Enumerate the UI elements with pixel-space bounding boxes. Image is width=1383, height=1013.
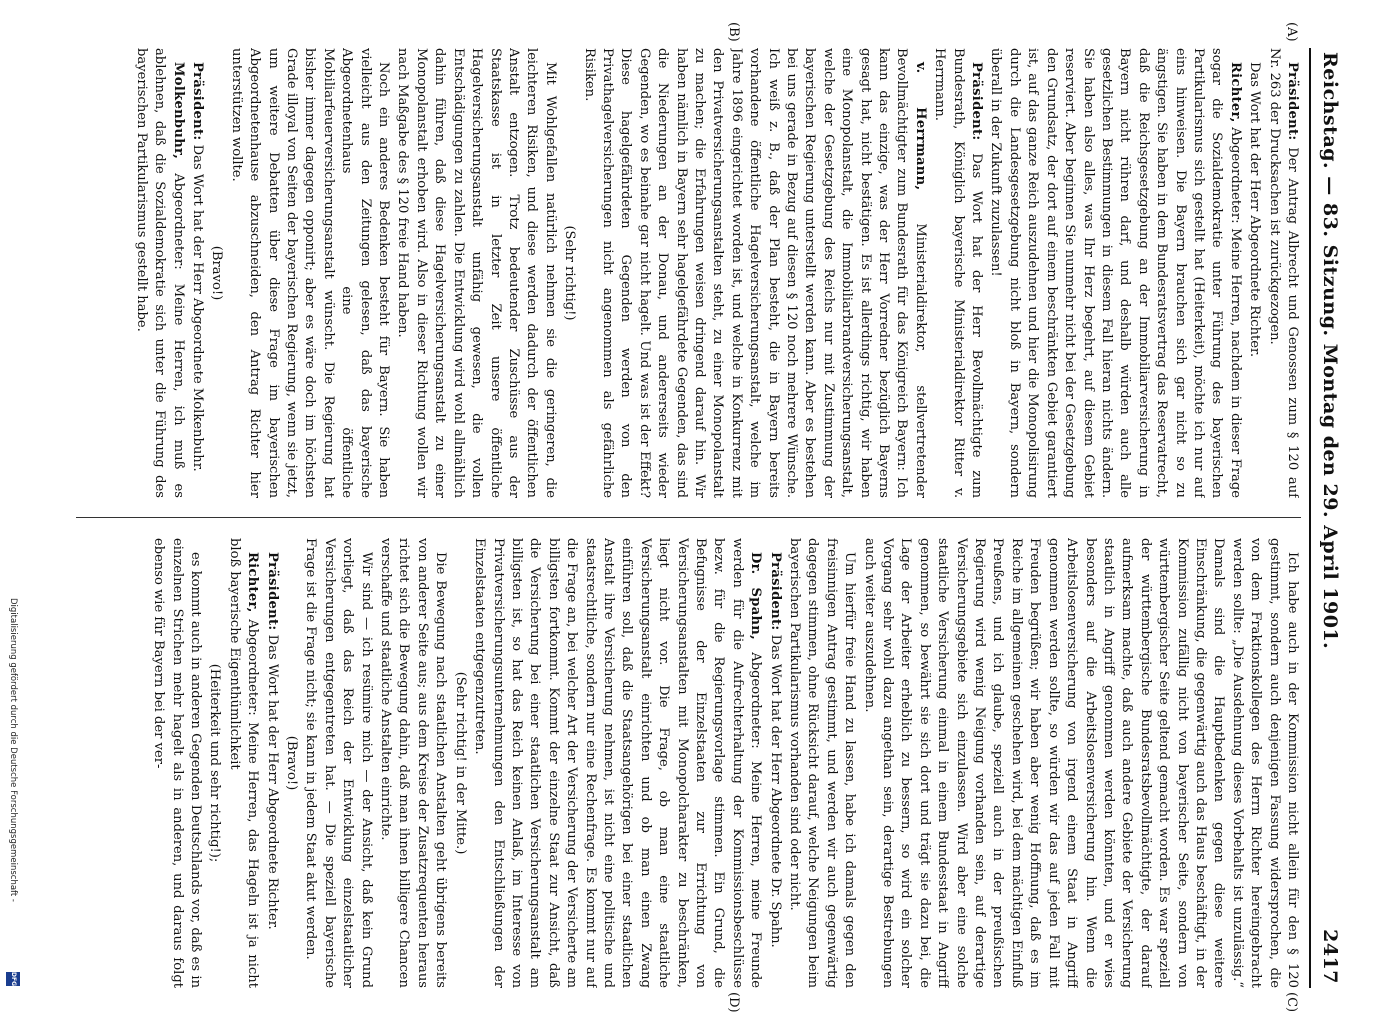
speaker-name: Präsident:	[190, 62, 206, 141]
paragraph-text: Noch ein anderes Bedenken besteht für Bayern. Sie haben vielleicht aus den Zeitungen gelesen, daß das bayerische Abgeordnetenhaus eine öffentliche Mobiliarfeuerversicherungsanstalt wünscht. Die Regierung hat bisher immer dagegen opponirt; aber es wäre doch im höchsten Grade illoyal von Seiten der bayerischen Regierung, wenn sie jetzt, um weitere Debatten über diese Frage im bayerischen Abgeordnetenhause abzuschneiden, den Antrag Richter hier unterstützen wollte.	[228, 48, 392, 498]
paragraph	[301, 538, 375, 988]
digitization-credit	[2, 598, 24, 988]
left-text-column	[71, 48, 1301, 498]
speaker-name: v. Herrmann,	[912, 62, 928, 191]
paragraph-text: (Sehr richtig! in der Mitte.)	[452, 671, 468, 855]
paragraph	[188, 48, 206, 498]
paragraph	[986, 48, 1244, 498]
speaker-name: Präsident:	[969, 62, 985, 141]
paragraph	[207, 48, 225, 498]
speaker-name: Dr. Spahn,	[748, 552, 764, 640]
paragraph	[149, 538, 204, 988]
paragraph	[450, 538, 468, 988]
paragraph	[930, 48, 985, 498]
paragraph-text: Das Wort hat der Herr Abgeordnete Richter.	[264, 634, 280, 930]
paragraph-text: Das Wort hat der Herr Abgeordnete Molkenbuhr.	[190, 144, 206, 472]
page-number: 2417	[1319, 929, 1341, 984]
paragraph-text: Abgeordneter: Meine Herren, meine Freunde werden für die Aufrechterhaltung der Kommissionsbeschlüsse bezw. für die Regierungsvorlage stimmen. Ein Grund, die Befugnisse der Einzelstaaten zur Errichtung von Versicherungsanstalten mit Monopolcharakter zu beschränken, liegt nicht vor. Die Frage, ob man eine staatliche Versicherungsanstalt einrichten und ob man einen Zwang einführen soll, daß die Staatsangehörigen bei einer staatlichen Anstalt ihre Versicherung nehmen, ist nicht eine politische und staatsrechtliche, sondern nur eine Rechenfrage. Es kommt nur auf die Frage an, bei welcher Art der Versicherung der Versicherte am billigsten fortkommt. Kommt der einzelne Staat zur Ansicht, daß die Versicherung bei einer staatlichen Versicherungsanstalt am billigsten ist, so hat das Reich keinen Anlaß, im Interesse von Privatversicherungsunternehmungen den Entschließungen der Einzelstaaten entgegenzutreten.	[472, 538, 764, 988]
speaker-name: Präsident:	[264, 552, 280, 631]
speaker-name: Präsident:	[1285, 62, 1300, 141]
speaker-name: Richter,	[245, 552, 261, 613]
paragraph	[859, 538, 1301, 988]
margin-marker-c: (C)	[1284, 992, 1299, 1013]
speaker-name: Richter,	[1227, 62, 1243, 123]
paragraph-text: (Heiterkeit und sehr richtig!);	[207, 663, 223, 863]
paragraph	[1264, 48, 1301, 498]
paragraph-text: Abgeordneter: Meine Herren, das Hageln ist ja nicht bloß bayerische Eigenthümlichkeit	[226, 538, 261, 988]
paragraph	[560, 48, 578, 498]
header-rule	[1309, 48, 1311, 988]
paragraph-text: Der Antrag Albrecht und Genossen zum § 120 auf Nr. 263 der Drucksachen ist zurückgezogen.	[1266, 48, 1300, 498]
paragraph-text: Abgeordneter: Meine Herren, ich muß es ablehnen, daß die Sozialdemokratie sich unter die Führung des bayerischen Partikularismus gestellt habe.	[133, 48, 186, 498]
column-divider	[76, 517, 1301, 518]
paragraph	[470, 538, 765, 988]
paragraph-text: (Bravo!)	[209, 245, 225, 301]
header-title: Reichstag. — 83. Sitzung. Montag den 29. April 1901.	[1319, 52, 1341, 650]
paragraph	[785, 538, 859, 988]
page-header	[1315, 48, 1341, 988]
paragraph-text: Abgeordneter: Meine Herren, nachdem in dieser Frage sogar die Sozialdemokratie unter Führung des bayerischen Partikularismus sich gestellt hat (Heiterkeit), möchte ich nur auf eins hinweisen. Die Bayern brauchen sich gar nicht so zu ängstigen. Sie haben in dem Bundesratsvertrag das Reservatrecht, daß die Reichsgesetzgebung an der Immobiliarversicherung in Bayern nicht rühren darf, und deshalb würden auch alle gesetzlichen Bestimmungen in diesem Fall hieran nichts ändern. Sie haben also alles, was Ihr Herz begehrt, auf diesem Gebiet reserviert. Aber beginnen Sie nunmehr nicht bei der Gesetzgebung den Grundsatz, der dort auf einem beschränkten Gebiet garantiert ist, auf das ganze Reich auszudehnen und hier die Monopolisirung durch die Landesgesetzgebung nicht bloß in Bayern, sondern überall in der Zukunft zuzulassen!	[988, 48, 1243, 498]
paragraph	[393, 48, 559, 498]
paragraph-text: Wir sind — ich resümire mich — der Ansicht, daß kein Grund vorliegt, daß das Reich der Entwicklung einzelstaatlicher Versicherungen entgegentreten hat. — Die speziell bayerische Frage ist die Frage nicht; sie kann in jedem Staat akut werden.	[303, 538, 374, 988]
paragraph-text: Ich habe auch in der Kommission nicht allein für den § 120 gestimmt, sondern auch denjenigen Fassung widersprochen, die von dem Fraktionskollegen des Herrn Richter hereingebracht werden sollte: „Die Ausdehnung dieses Vorbehalts ist unzulässig.“ Damals sind die Hauptbedenken gegen diese weitere Einschränkung, die gegenwärtig auch das Haus beschäftigt, in der Kommission zufällig nicht von bayerischer Seite, sondern von württembergischer Seite geltend gemacht worden. Es war speziell der württembergische Bundesratsbevollmächtigte, der darauf aufmerksam machte, daß auch andere Gebiete der Versicherung staatlich in Angriff genommen werden könnten, und er wies besonders auf die Arbeitslosenversicherung hin. Wenn die Arbeitslosenversicherung von irgend einem Staat in Angriff genommen werden sollte, so würden wir das auf jeden Fall mit Freuden begrüßen; wir haben aber wenig Hoffnung, daß es im Reiche im allgemeinen geschehen wird, bei dem mächtigen Einfluß Preußens, und ich glaube, speziell auch in der preußischen Regierung wird wenig Neigung vorhanden sein, auf derartige Versicherungsgebiete sich einzulassen. Wird aber eine solche staatliche Versicherung einmal in einem Bundesstaat in Angriff genommen, so bewährt sie sich dort und trägt sie dazu bei, die Lage der Arbeiter erheblich zu bessern, so wird ein solcher Vorgang sehr wohl dazu angethan sein, derartige Bestrebungen auch weiter auszudehnen.	[861, 538, 1300, 988]
paragraph-text: Das Wort hat der Herr Bevollmächtigte zum Bundesrath, Königlich bayerische Ministerialdirektor Ritter v. Herrmann.	[932, 48, 985, 498]
rotated-content	[66, 22, 1341, 1013]
credit-text: Digitalisierung gefördert durch die Deutsche Forschungsgemeinschaft -	[8, 598, 18, 902]
paragraph	[131, 48, 186, 498]
paragraph	[1245, 48, 1263, 498]
paragraph	[376, 538, 450, 988]
speaker-name: Molkenbuhr,	[170, 62, 186, 160]
paragraph-text: (Sehr richtig!)	[562, 225, 578, 321]
paragraph-text: (Bravo!)	[284, 735, 300, 791]
margin-marker-d: (D)	[726, 992, 741, 1013]
paragraph-text: es kommt auch in anderen Gegenden Deutschlands vor, daß es in einzelnen Strichen mehr hagelt als in anderen, und daraus folgt ebenso wie für Bayern bei der ver-	[151, 538, 204, 988]
paragraph	[579, 48, 929, 498]
paragraph-text: Mit Wohlgefallen natürlich nehmen sie die geringeren, die leichteren Risiken, und diese werden dadurch der öffentlichen Anstalt entzogen. Trotz bedeutender Zuschüsse aus der Staatskasse ist in letzter Zeit unsere öffentliche Hagelversicherungsanstalt unfähig gewesen, die vollen Entschädigungen zu zahlen. Die Entwicklung wird wohl allmählich dahin führen, daß diese Hagelversicherungsanstalt zu einer Monopolanstalt erhoben wird. Also in dieser Richtung wollen wir nach Maßgabe des § 120 freie Hand haben.	[395, 48, 558, 498]
paragraph-text: Um hierfür freie Hand zu lassen, habe ich damals gegen den freisinnigen Antrag gestimmt, und werden wir auch gegenwärtig dagegen stimmen, ohne Rücksicht darauf, welche Neigungen beim bayerischen Partikularismus vorhanden sind oder nicht.	[787, 538, 858, 988]
paragraph	[765, 538, 783, 988]
paragraph-text: Das Wort hat der Herr Abgeordnete Dr. Spahn.	[767, 634, 783, 948]
paragraph-text: Das Wort hat der Herr Abgeordnete Richter.	[1247, 62, 1263, 358]
right-text-column	[71, 538, 1301, 988]
paragraph	[282, 538, 300, 988]
margin-marker-a: (A)	[1284, 22, 1299, 42]
paragraph	[224, 538, 261, 988]
dfg-logo-icon: DFG	[6, 972, 20, 986]
paragraph	[262, 538, 280, 988]
paragraph-text: Ministerialdirektor, stellvertretender Bevollmächtigter zum Bundesrath für das Königreich Bayern: Ich kann das einzige, was der Herr Vorredner bezüglich Bayerns gesagt hat, nicht bestätigen. Es ist allerdings richtig, wir haben eine Monopolanstalt, die Immobiliarbrandversicherungsanstalt, welche der Gesetzgebung des Reichs nur mit Zustimmung der bayerischen Regierung unterstellt werden kann. Aber es bestehen bei uns gerade in Bezug auf diesen § 120 noch mehrere Wünsche. Ich weiß z. B., daß der Plan besteht, die in Bayern bereits vorhandene öffentliche Hagelversicherungsanstalt, welche im Jahre 1896 eingerichtet worden ist, und welche in Konkurrenz mit den Privatversicherungsanstalten steht, zu einer Monopolanstalt zu machen; die Erfahrungen weisen dringend darauf hin. Wir haben nämlich in Bayern sehr hagelgefährdete Gegenden, das sind die Niederungen an der Donau, und andererseits wieder Gegenden, wo es beinahe gar nicht hagelt. Und was ist der Effekt? Diese hagelgefährdeten Gegenden werden von den Privathagelversicherungen nicht angenommen als gefährliche Risiken.	[581, 48, 928, 498]
paragraph	[226, 48, 392, 498]
speaker-name: Präsident:	[767, 552, 783, 631]
paragraph-text: Die Bewegung nach staatlichen Anstalten geht übrigens bereits von anderer Seite aus; aus dem Kreise der Zusatzrequenten heraus richtet sich die Bewegung dahin, daß man ihnen billigere Chancen verschaffe und staatliche Anstalten einrichte.	[378, 538, 449, 988]
margin-marker-b: (B)	[726, 22, 741, 42]
paragraph	[205, 538, 223, 988]
